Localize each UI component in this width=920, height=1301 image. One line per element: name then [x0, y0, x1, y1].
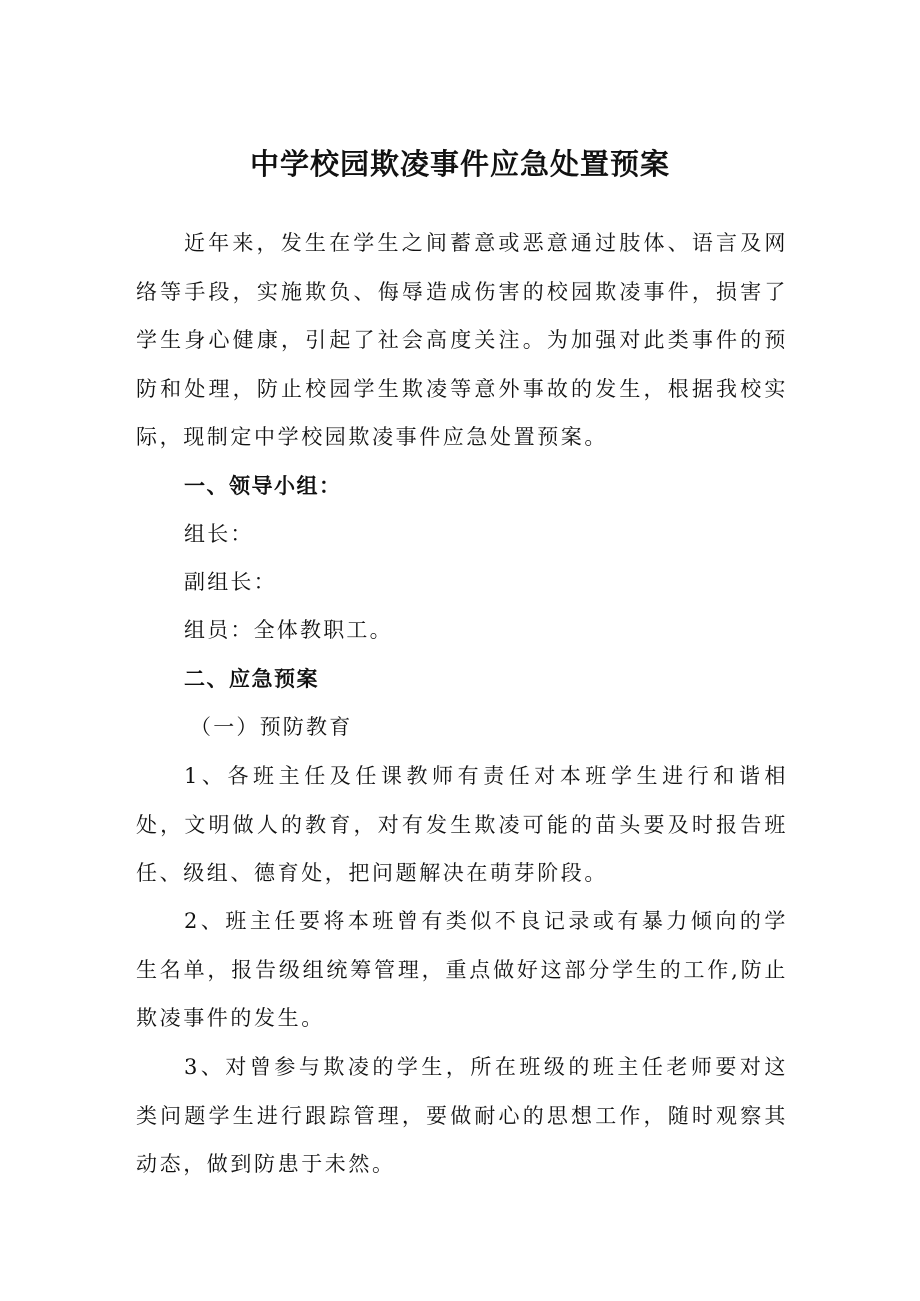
- leader-line: 组长：: [184, 522, 254, 546]
- subsection-heading-prevention: （一）预防教育: [190, 715, 353, 739]
- document-title: 中学校园欺凌事件应急处置预案: [249, 147, 670, 181]
- deputy-leader-line: 副组长：: [184, 570, 277, 594]
- paragraph-item-3: 3、对曾参与欺凌的学生，所在班级的班主任老师要对这类问题学生进行跟踪管理，要做耐心的思想工作，随时观察其动态，做到防患于未然。: [136, 1055, 788, 1176]
- intro-paragraph: 近年来，发生在学生之间蓄意或恶意通过肢体、语言及网络等手段，实施欺负、侮辱造成伤害的校园欺凌事件，损害了学生身心健康，引起了社会高度关注。为加强对此类事件的预防和处理，防止校园学生欺凌等意外事故的发生，根据我校实际，现制定中学校园欺凌事件应急处置预案。: [136, 231, 788, 449]
- section-heading-leadership: 一、领导小组：: [184, 474, 342, 498]
- paragraph-item-1: 1、各班主任及任课教师有责任对本班学生进行和谐相处，文明做人的教育，对有发生欺凌可能的苗头要及时报告班任、级组、德育处，把问题解决在萌芽阶段。: [136, 764, 788, 885]
- paragraph-item-2: 2、班主任要将本班曾有类似不良记录或有暴力倾向的学生名单，报告级组统筹管理，重点做好这部分学生的工作,防止欺凌事件的发生。: [136, 909, 788, 1030]
- section-heading-emergency-plan: 二、应急预案: [184, 667, 319, 691]
- members-line: 组员：全体教职工。: [184, 618, 393, 642]
